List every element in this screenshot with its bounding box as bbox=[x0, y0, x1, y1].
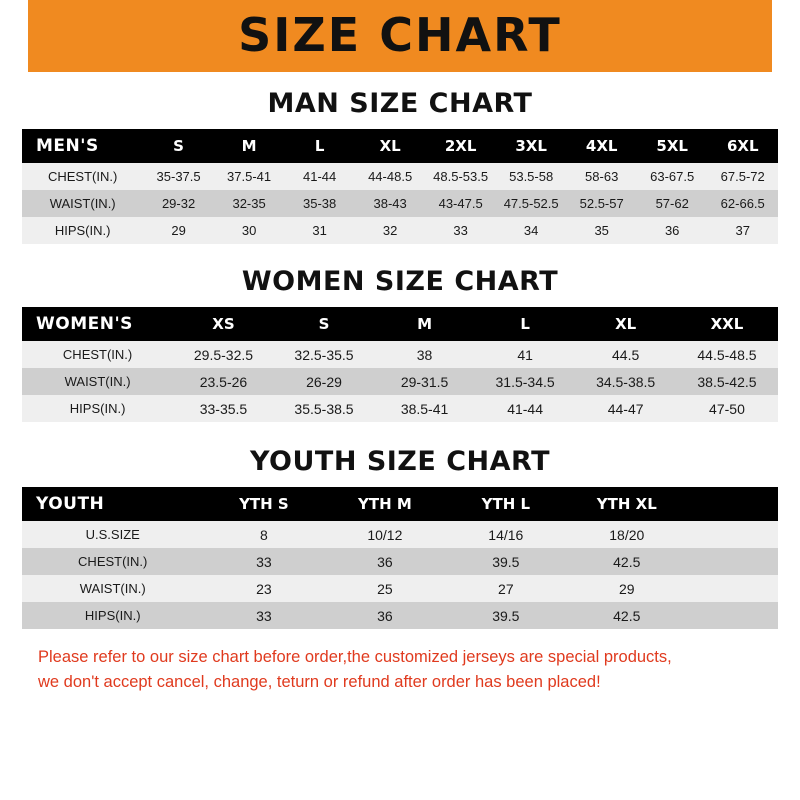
cell-spacer bbox=[687, 521, 778, 548]
column-header: 4XL bbox=[585, 137, 618, 155]
cell: 62-66.5 bbox=[720, 196, 765, 211]
cell: 33 bbox=[256, 607, 272, 624]
cell: 31 bbox=[312, 223, 327, 238]
cell: 39.5 bbox=[492, 553, 520, 570]
youth-size-table bbox=[22, 487, 778, 629]
row-label: WAIST(IN.) bbox=[79, 581, 146, 596]
row-label: HIPS(IN.) bbox=[69, 401, 126, 416]
column-header: 5XL bbox=[656, 137, 688, 155]
cell: 34.5-38.5 bbox=[596, 373, 656, 390]
cell: 48.5-53.5 bbox=[433, 169, 489, 184]
cell: 44-47 bbox=[607, 400, 644, 417]
cell: 57-62 bbox=[655, 196, 689, 211]
table-row bbox=[22, 602, 778, 629]
column-header: L bbox=[520, 315, 530, 333]
row-label: CHEST(IN.) bbox=[62, 347, 133, 362]
man-size-table bbox=[22, 129, 778, 244]
row-label: HIPS(IN.) bbox=[84, 608, 141, 623]
cell: 41-44 bbox=[302, 169, 337, 184]
cell: 31.5-34.5 bbox=[495, 373, 555, 390]
column-header: M bbox=[417, 315, 433, 333]
cell: 38 bbox=[416, 346, 433, 363]
column-header: XS bbox=[212, 315, 235, 333]
cell: 47-50 bbox=[709, 400, 745, 417]
youth-section-title: YOUTH SIZE CHART bbox=[249, 446, 551, 477]
cell: 63-67.5 bbox=[650, 169, 695, 184]
cell: 42.5 bbox=[613, 553, 641, 570]
cell: 53.5-58 bbox=[509, 169, 554, 184]
content-area bbox=[0, 88, 800, 695]
cell: 37.5-41 bbox=[227, 169, 272, 184]
cell: 38.5-42.5 bbox=[697, 373, 757, 390]
header-banner bbox=[0, 0, 800, 72]
cell: 44-48.5 bbox=[368, 169, 413, 184]
cell: 39.5 bbox=[492, 607, 520, 624]
column-header-spacer bbox=[687, 487, 778, 521]
footer-disclaimer bbox=[22, 645, 778, 695]
cell: 29 bbox=[171, 223, 186, 238]
women-size-table bbox=[22, 307, 778, 422]
table-row bbox=[22, 341, 778, 368]
cell: 25 bbox=[377, 580, 393, 597]
column-header: XXL bbox=[710, 315, 744, 333]
column-header: XL bbox=[615, 315, 637, 333]
cell-spacer bbox=[687, 575, 778, 602]
table-header-row bbox=[22, 129, 778, 163]
row-label: U.S.SIZE bbox=[85, 527, 140, 542]
cell: 35-37.5 bbox=[156, 169, 201, 184]
cell: 36 bbox=[377, 607, 393, 624]
cell: 38.5-41 bbox=[400, 400, 449, 417]
table-row bbox=[22, 190, 778, 217]
row-label: WAIST(IN.) bbox=[49, 196, 116, 211]
cell: 29 bbox=[618, 580, 635, 597]
column-header: YTH L bbox=[481, 495, 531, 513]
cell: 33 bbox=[453, 223, 468, 238]
cell-spacer bbox=[687, 548, 778, 575]
cell: 36 bbox=[664, 223, 680, 238]
cell: 30 bbox=[241, 223, 257, 238]
cell: 29.5-32.5 bbox=[193, 346, 254, 363]
cell: 44.5-48.5 bbox=[697, 346, 757, 363]
cell: 58-63 bbox=[585, 169, 619, 184]
column-header: S bbox=[318, 315, 330, 333]
table-row bbox=[22, 395, 778, 422]
column-header: S bbox=[173, 137, 184, 155]
cell: 41-44 bbox=[507, 400, 543, 417]
women-section-title: WOMEN SIZE CHART bbox=[241, 266, 559, 297]
cell: 8 bbox=[260, 526, 268, 543]
cell-spacer bbox=[687, 602, 778, 629]
cell: 34 bbox=[523, 223, 539, 238]
table-row bbox=[22, 368, 778, 395]
column-header: YTH M bbox=[357, 495, 412, 513]
page-title: SIZE CHART bbox=[238, 8, 562, 62]
cell: 41 bbox=[517, 346, 533, 363]
column-header: WOMEN'S bbox=[36, 314, 133, 334]
row-label: WAIST(IN.) bbox=[64, 374, 131, 389]
cell: 35-38 bbox=[302, 196, 337, 211]
cell: 32.5-35.5 bbox=[294, 346, 354, 363]
cell: 32-35 bbox=[232, 196, 266, 211]
table-row bbox=[22, 163, 778, 190]
row-label: HIPS(IN.) bbox=[54, 223, 111, 238]
table-row bbox=[22, 548, 778, 575]
column-header: 2XL bbox=[444, 137, 477, 155]
table-row bbox=[22, 575, 778, 602]
cell: 29-31.5 bbox=[400, 373, 449, 390]
footer-line-2: we don't accept cancel, change, teturn or refund after order has been placed! bbox=[38, 672, 601, 691]
column-header: YOUTH bbox=[36, 494, 105, 514]
cell: 33 bbox=[256, 553, 272, 570]
man-section-title: MAN SIZE CHART bbox=[267, 88, 533, 119]
column-header: M bbox=[241, 137, 257, 155]
row-label: CHEST(IN.) bbox=[47, 169, 118, 184]
cell: 32 bbox=[382, 223, 398, 238]
cell: 36 bbox=[377, 553, 393, 570]
cell: 52.5-57 bbox=[579, 196, 624, 211]
cell: 23 bbox=[256, 580, 272, 597]
cell: 10/12 bbox=[367, 526, 403, 543]
column-header: 3XL bbox=[515, 137, 547, 155]
row-label: CHEST(IN.) bbox=[78, 554, 148, 569]
cell: 67.5-72 bbox=[720, 169, 765, 184]
cell: 38-43 bbox=[373, 196, 407, 211]
table-header-row bbox=[22, 307, 778, 341]
cell: 43-47.5 bbox=[438, 196, 483, 211]
cell: 35 bbox=[594, 223, 609, 238]
cell: 42.5 bbox=[613, 607, 641, 624]
cell: 23.5-26 bbox=[199, 373, 248, 390]
table-header-row bbox=[22, 487, 778, 521]
cell: 14/16 bbox=[488, 526, 524, 543]
cell: 26-29 bbox=[306, 373, 342, 390]
column-header: MEN'S bbox=[36, 136, 99, 156]
column-header: YTH S bbox=[239, 495, 289, 513]
cell: 18/20 bbox=[609, 526, 645, 543]
cell: 47.5-52.5 bbox=[503, 196, 559, 211]
column-header: YTH XL bbox=[596, 495, 657, 513]
footer-line-1: Please refer to our size chart before order,the customized jerseys are special products, bbox=[38, 648, 672, 666]
column-header: 6XL bbox=[726, 137, 759, 155]
cell: 37 bbox=[735, 223, 750, 238]
cell: 35.5-38.5 bbox=[294, 400, 354, 417]
cell: 27 bbox=[498, 580, 514, 597]
cell: 29-32 bbox=[161, 196, 196, 211]
table-row bbox=[22, 217, 778, 244]
cell: 44.5 bbox=[612, 346, 640, 363]
column-header: XL bbox=[379, 137, 401, 155]
column-header: L bbox=[314, 137, 325, 155]
cell: 33-35.5 bbox=[199, 400, 248, 417]
table-row bbox=[22, 521, 778, 548]
